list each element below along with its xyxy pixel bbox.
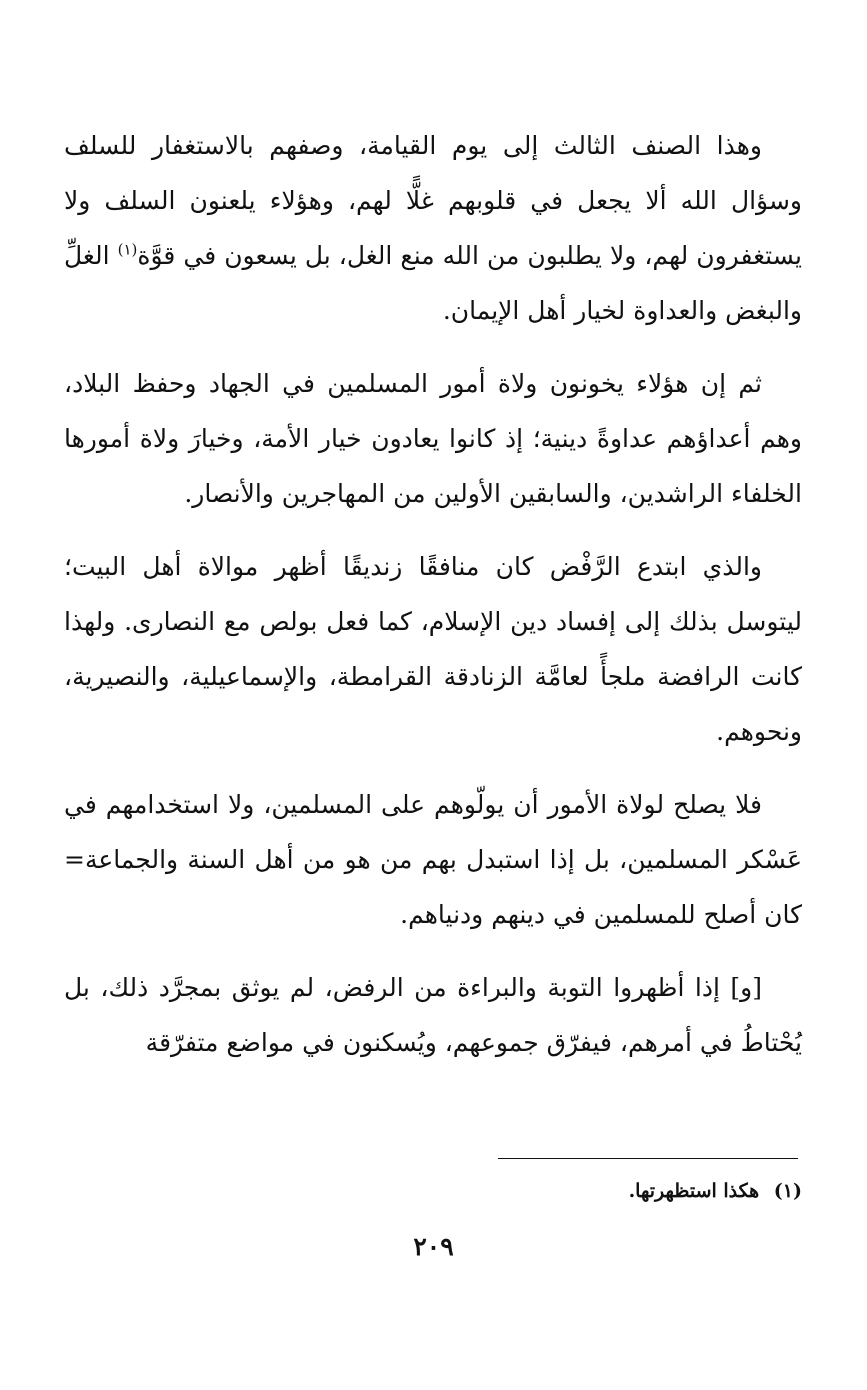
paragraph-5-text: [و] إذا أظهروا التوبة والبراءة من الرفض، لم يوثق بمجرَّد ذلك، بل يُحْتاطُ في أمرهم، فيفرّق جموعهم، ويُسكنون في مواضع متفرّقة bbox=[64, 973, 802, 1057]
footnote-text: هكذا استظهرتها. bbox=[628, 1180, 760, 1202]
footnote-divider bbox=[498, 1158, 798, 1159]
paragraph-4-text: فلا يصلح لولاة الأمور أن يولّوهم على المسلمين، ولا استخدامهم في عَسْكر المسلمين، بل إذا استبدل بهم من هو من أهل السنة والجماعة= كان أصلح للمسلمين في دينهم ودنياهم. bbox=[64, 790, 802, 929]
paragraph-1-text: وهذا الصنف الثالث إلى يوم القيامة، وصفهم بالاستغفار للسلف وسؤال الله ألا يجعل في قلوبهم غلًّا لهم، وهؤلاء يلعنون السلف ولا يستغفرون لهم، ولا يطلبون من الله منع الغل، بل يسعون في قوَّة bbox=[64, 131, 802, 270]
paragraph-2-text: ثم إن هؤلاء يخونون ولاة أمور المسلمين في الجهاد وحفظ البلاد، وهم أعداؤهم عداوةً دينية؛ إذ كانوا يعادون خيار الأمة، وخيارَ ولاة أمورها الخلفاء الراشدين، والسابقين الأولين من المهاجرين والأنصار. bbox=[64, 369, 802, 508]
paragraph-1-continuation: الغلِّ والبغض والعداوة لخيار أهل الإيمان. bbox=[64, 241, 802, 325]
paragraph-5 bbox=[64, 960, 802, 1070]
paragraph-2 bbox=[64, 356, 802, 521]
paragraph-3 bbox=[64, 539, 802, 759]
footnote-number: (١) bbox=[773, 1180, 802, 1202]
paragraph-3-text: والذي ابتدع الرَّفْض كان منافقًا زنديقًا أظهر موالاة أهل البيت؛ ليتوسل بذلك إلى إفساد دين الإسلام، كما فعل بولص مع النصارى. ولهذا كانت الرافضة ملجأً لعامَّة الزنادقة القرامطة، والإسماعيلية، والنصيرية، ونحوهم. bbox=[64, 552, 802, 746]
footnote bbox=[64, 1174, 802, 1208]
paragraph-4 bbox=[64, 777, 802, 942]
footnote-reference: (١) bbox=[117, 240, 138, 259]
main-text bbox=[64, 118, 802, 1088]
page-number: ٢٠٩ bbox=[413, 1232, 454, 1261]
paragraph-1 bbox=[64, 118, 802, 338]
